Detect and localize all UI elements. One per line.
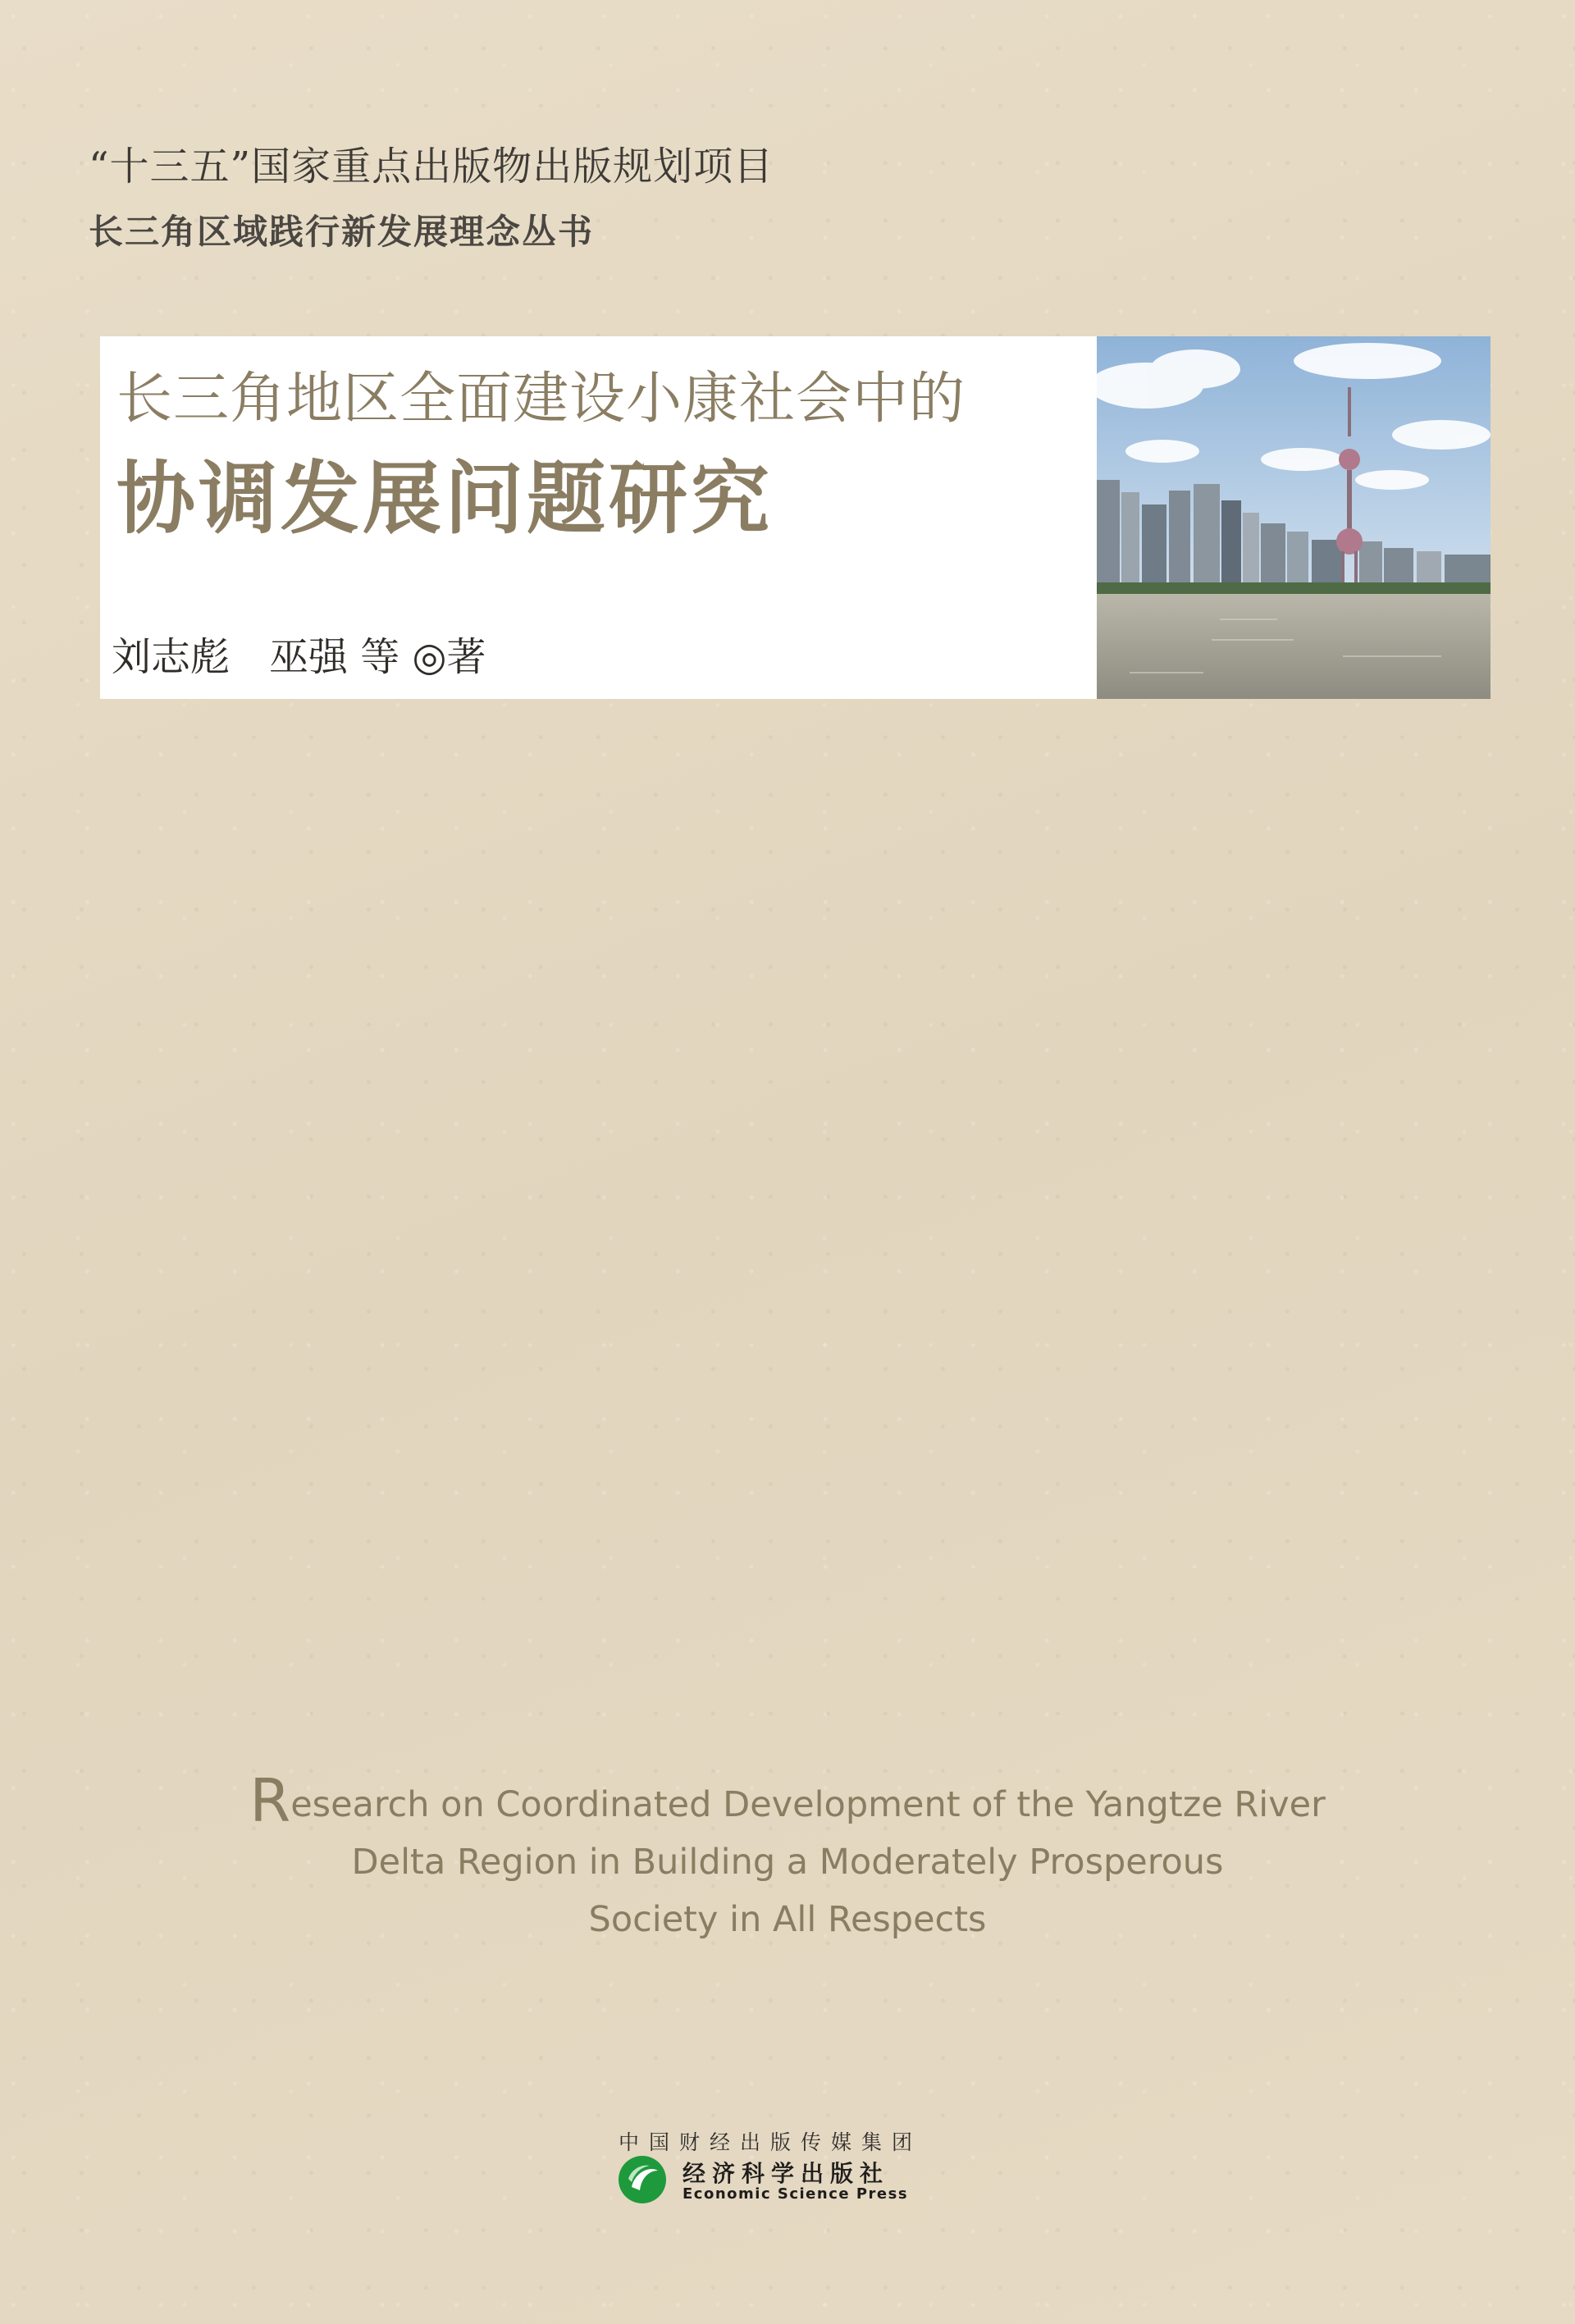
skyline-photo: [1097, 336, 1491, 699]
publisher-name-en: Economic Science Press: [682, 2185, 909, 2203]
publisher-group-name: 中国财经出版传媒集团: [619, 2130, 923, 2154]
english-title-initial: R: [249, 1766, 291, 1835]
english-title-line-2: Delta Region in Building a Moderately Prosperous: [351, 1842, 1224, 1883]
publisher-block: [617, 2123, 978, 2213]
publisher-logo-icon: [617, 2154, 668, 2205]
title-line-2: 协调发展问题研究: [116, 452, 773, 545]
title-line-1: 长三角地区全面建设小康社会中的: [116, 367, 966, 431]
series-project-line: “十三五”国家重点出版物出版规划项目: [89, 144, 774, 189]
publisher-name-cn: 经济科学出版社: [682, 2160, 890, 2187]
english-title: [213, 1766, 1362, 1948]
english-title-line-3: Society in All Respects: [588, 1899, 987, 1940]
authors: 刘志彪 巫强 等 ◎著: [112, 634, 486, 680]
book-series-name: 长三角区域践行新发展理念丛书: [89, 212, 595, 252]
english-title-line-1: esearch on Coordinated Development of the Yangtze River: [290, 1784, 1326, 1825]
title-panel: [100, 336, 1097, 699]
